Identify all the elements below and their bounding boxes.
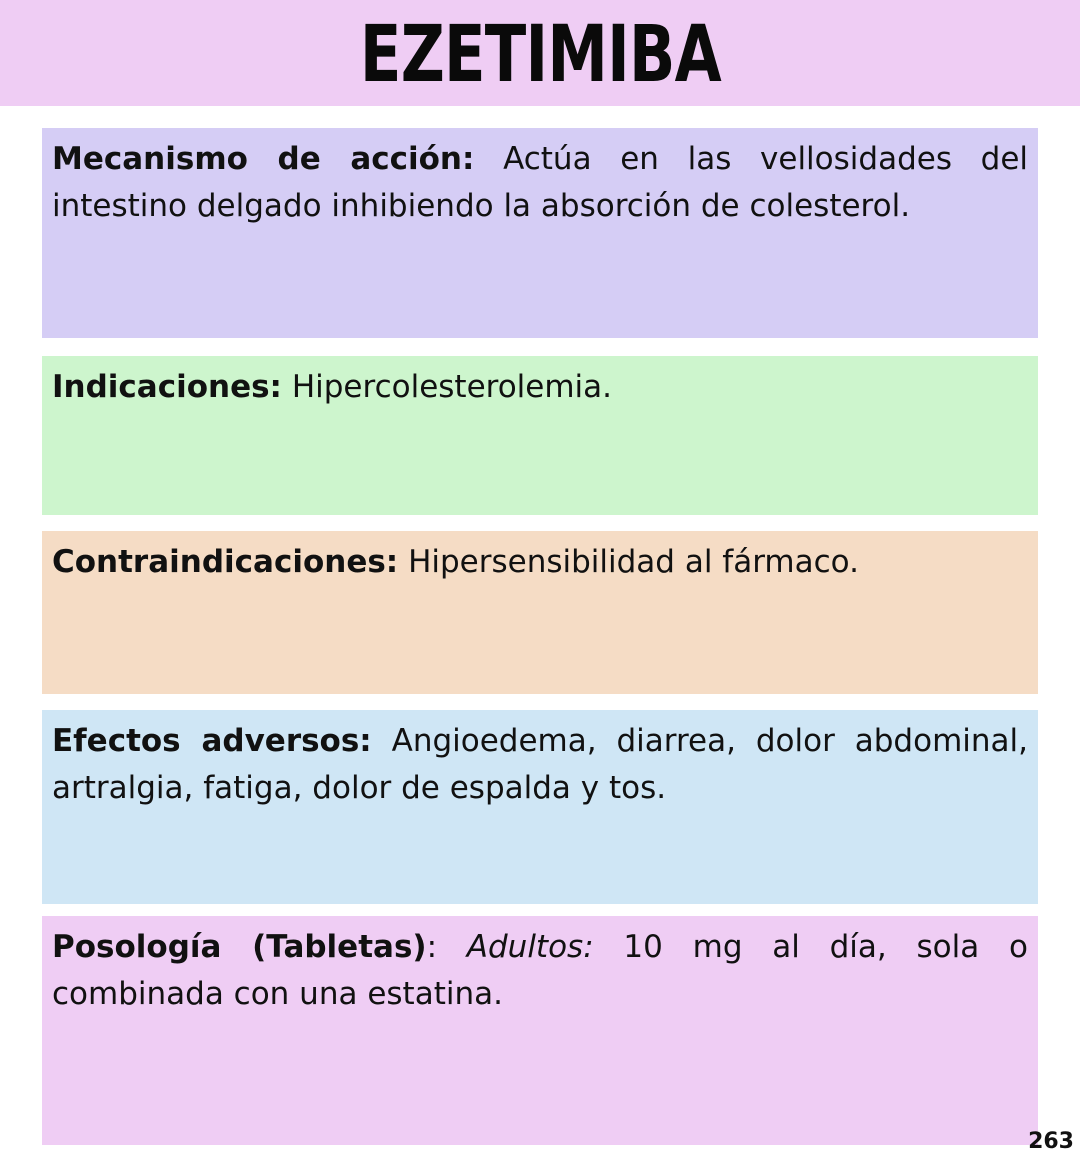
section-label: Contraindicaciones:: [52, 544, 399, 580]
section-text: Hipercolesterolemia.: [291, 369, 613, 405]
section-label: Efectos adversos:: [52, 723, 372, 759]
page-title: EZETIMIBA: [359, 10, 721, 100]
section-label: Indicaciones:: [52, 369, 282, 405]
section-label: Mecanismo de acción:: [52, 141, 475, 177]
section-mechanism: [42, 128, 1038, 338]
section-text: Actúa en las vellosidades del intestino delgado inhibiendo la absorción de colesterol.: [52, 141, 1028, 224]
section-dosage: [42, 916, 1038, 1145]
section-separator: :: [426, 929, 438, 965]
section-text: Angioedema, diarrea, dolor abdominal, artralgia, fatiga, dolor de espalda y tos.: [52, 723, 1028, 806]
section-label: Posología (Tabletas): [52, 929, 427, 965]
section-contraindications: [42, 531, 1038, 694]
page-number: 263: [1028, 1129, 1074, 1154]
section-text: 10 mg al día, sola o combinada con una estatina.: [52, 929, 1028, 1012]
title-band: [0, 0, 1080, 106]
section-italic-label: Adultos:: [466, 929, 594, 965]
section-indications: [42, 356, 1038, 515]
section-adverse-effects: [42, 710, 1038, 904]
section-text: Hipersensibilidad al fármaco.: [408, 544, 859, 580]
